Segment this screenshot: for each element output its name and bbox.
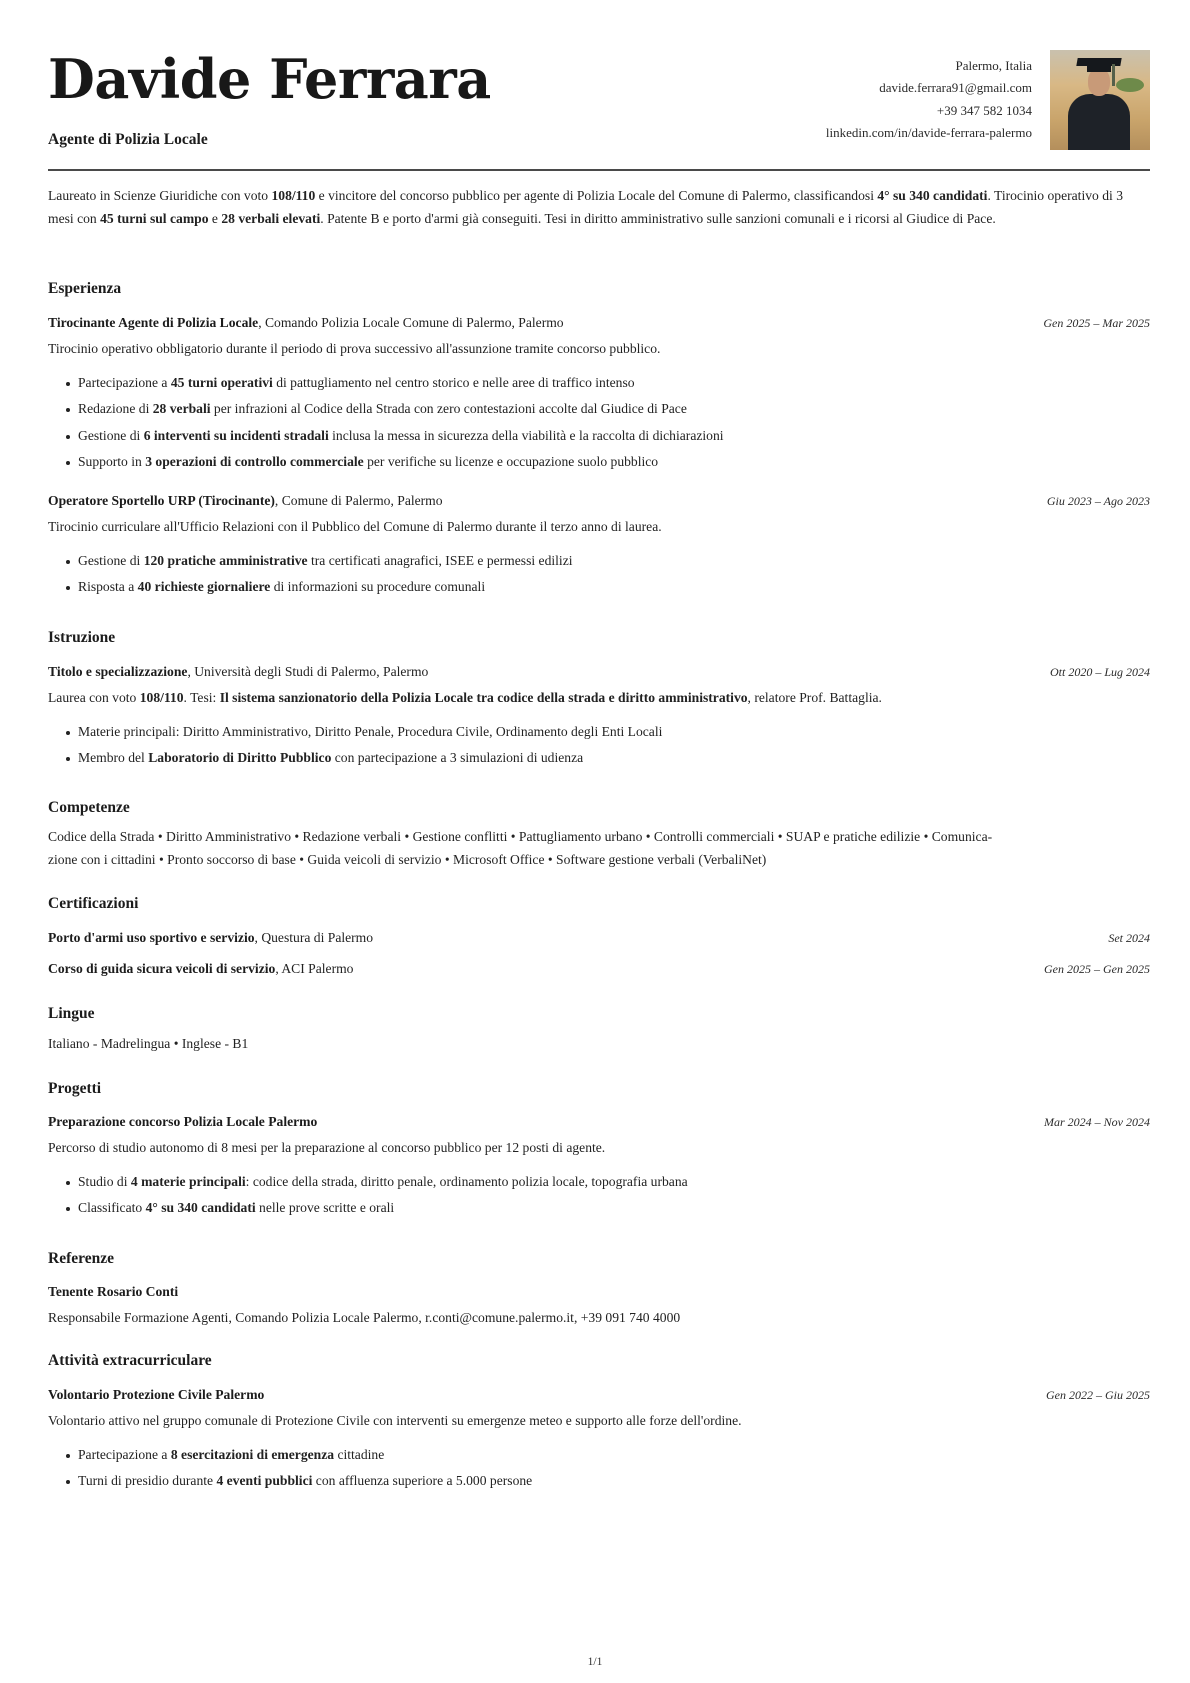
profile-photo (1050, 50, 1150, 150)
summary-highlight: 108/110 (271, 188, 316, 203)
section-title-skills: Competenze (48, 799, 130, 816)
list-item: Risposta a 40 richieste giornaliere di informazioni su procedure comunali (78, 574, 1150, 600)
entry-description: Laurea con voto 108/110. Tesi: Il sistema sanzionatorio della Polizia Locale tra codice della strada e diritto amministrativo, relatore Prof. Battaglia. (48, 690, 882, 705)
contact-phone: +39 347 582 1034 (936, 102, 1032, 118)
list-item: Turni di presidio durante 4 eventi pubblici con affluenza superiore a 5.000 persone (78, 1468, 1150, 1494)
header-divider (48, 169, 1150, 171)
experience-entry-header (48, 493, 1150, 509)
activity-name: Volontario Protezione Civile Palermo (48, 1387, 265, 1402)
entry-organization: , Comando Polizia Locale Comune di Palermo, Palermo (258, 315, 564, 330)
entry-institution: , Università degli Studi di Palermo, Palermo (187, 664, 429, 679)
profile-summary (48, 185, 1150, 230)
candidate-name: Davide Ferrara (48, 47, 491, 111)
entry-description: Percorso di studio autonomo di 8 mesi per la preparazione al concorso pubblico per 12 posti di agente. (48, 1140, 606, 1155)
project-entry-header (48, 1114, 1150, 1130)
section-title-experience: Esperienza (48, 280, 122, 297)
job-title: Agente di Polizia Locale (48, 131, 208, 148)
entry-bullet-list (48, 1442, 1150, 1495)
reference-details: Responsabile Formazione Agenti, Comando Polizia Locale Palermo, r.conti@comune.palermo.it, +39 091 740 4000 (48, 1310, 681, 1325)
list-item: Redazione di 28 verbali per infrazioni al Codice della Strada con zero contestazioni accolte dal Giudice di Pace (78, 396, 1150, 422)
contact-location: Palermo, Italia (955, 58, 1032, 73)
list-item: Partecipazione a 8 esercitazioni di emergenza cittadine (78, 1442, 1150, 1468)
photo-graduation-gown (1068, 94, 1130, 150)
resume-page (48, 0, 1150, 1489)
photo-face (1088, 68, 1110, 96)
entry-degree: Titolo e specializzazione (48, 664, 188, 679)
section-title-certifications: Certificazioni (48, 895, 139, 912)
extracurricular-entry-header (48, 1387, 1150, 1403)
section-title-references: Referenze (48, 1250, 114, 1267)
entry-description: Tirocinio operativo obbligatorio durante il periodo di prova successivo all'assunzione tramite concorso pubblico. (48, 341, 661, 356)
summary-highlight: 45 turni sul campo (100, 210, 209, 226)
entry-date: Giu 2023 – Ago 2023 (1046, 494, 1150, 508)
entry-date: Set 2024 (1108, 931, 1150, 945)
contact-linkedin[interactable]: linkedin.com/in/davide-ferrara-palermo (825, 124, 1032, 140)
skills-list (48, 826, 1150, 871)
entry-date: Mar 2024 – Nov 2024 (1044, 1115, 1150, 1129)
entry-date: Ott 2020 – Lug 2024 (1049, 665, 1150, 679)
certification-issuer: , ACI Palermo (275, 961, 354, 976)
entry-date: Gen 2025 – Mar 2025 (1043, 316, 1150, 330)
section-title-extracurricular: Attività extracurriculare (48, 1352, 212, 1369)
list-item: Membro del Laboratorio di Diritto Pubblico con partecipazione a 3 simulazioni di udienza (78, 745, 1150, 771)
list-item: Gestione di 120 pratiche amministrative tra certificati anagrafici, ISEE e permessi edilizi (78, 548, 1150, 574)
summary-text: . Patente B e porto d'armi già conseguiti. Tesi in diritto amministrativo sulle sanzioni comunali e i ricorsi al Giudice di Pace. (320, 210, 996, 226)
list-item: Supporto in 3 operazioni di controllo commerciale per verifiche su licenze e occupazione suolo pubblico (78, 449, 1150, 475)
page-indicator: 1/1 (587, 1656, 603, 1668)
entry-role: Tirocinante Agente di Polizia Locale (48, 315, 259, 330)
certification-issuer: , Questura di Palermo (254, 930, 374, 945)
skills-line: Codice della Strada • Diritto Amministrativo • Redazione verbali • Gestione conflitti • Pattugliamento urbano • Controlli commerciali • SUAP e pratiche edilizie • Comunica- (48, 829, 993, 844)
entry-date: Gen 2025 – Gen 2025 (1044, 962, 1150, 976)
entry-description: Tirocinio curriculare all'Ufficio Relazioni con il Pubblico del Comune di Palermo durante il terzo anno di laurea. (48, 519, 662, 534)
entry-role: Operatore Sportello URP (Tirocinante) (48, 493, 275, 508)
summary-text: e vincitore del concorso pubblico per agente di Polizia Locale del Comune di Palermo, classificandosi (315, 188, 878, 203)
section-title-languages: Lingue (48, 1005, 95, 1022)
contact-block (826, 55, 1032, 144)
entry-bullet-list (48, 370, 1150, 475)
list-item: Gestione di 6 interventi su incidenti stradali inclusa la messa in sicurezza della viabilità e la raccolta di dichiarazioni (78, 423, 1150, 449)
certification-entry (48, 961, 1150, 977)
certification-entry (48, 930, 1150, 946)
section-title-education: Istruzione (48, 629, 116, 646)
photo-cap-tassel (1112, 64, 1115, 86)
certification-name: Porto d'armi uso sportivo e servizio (48, 930, 255, 945)
entry-organization: , Comune di Palermo, Palermo (274, 493, 443, 508)
summary-highlight: 4° su 340 candidati (877, 188, 988, 203)
section-title-projects: Progetti (48, 1080, 102, 1097)
entry-description: Volontario attivo nel gruppo comunale di Protezione Civile con interventi su emergenze meteo e supporto alle forze dell'ordine. (48, 1413, 742, 1428)
summary-highlight: 28 verbali elevati (221, 210, 321, 226)
photo-background-shrub (1116, 78, 1144, 92)
languages-list: Italiano - Madrelingua • Inglese - B1 (48, 1036, 249, 1051)
project-name: Preparazione concorso Polizia Locale Palermo (48, 1114, 318, 1129)
reference-name-text: Tenente Rosario Conti (48, 1284, 179, 1299)
entry-bullet-list (48, 1169, 1150, 1222)
summary-text: Laureato in Scienze Giuridiche con voto (48, 188, 272, 203)
certification-name: Corso di guida sicura veicoli di servizio (48, 961, 276, 976)
list-item: Studio di 4 materie principali: codice della strada, diritto penale, ordinamento polizia locale, topografia urbana (78, 1169, 1150, 1195)
contact-email[interactable]: davide.ferrara91@gmail.com (879, 80, 1032, 96)
entry-bullet-list (48, 548, 1150, 601)
education-entry-header (48, 664, 1150, 680)
skills-line: zione con i cittadini • Pronto soccorso di base • Guida veicoli di servizio • Microsoft Office • Software gestione verbali (VerbaliNet) (48, 851, 767, 867)
entry-date: Gen 2022 – Giu 2025 (1046, 1388, 1150, 1402)
list-item: Partecipazione a 45 turni operativi di pattugliamento nel centro storico e nelle aree di traffico intenso (78, 370, 1150, 396)
reference-name (48, 1284, 1150, 1300)
entry-bullet-list (48, 719, 1150, 772)
list-item: Materie principali: Diritto Amministrativo, Diritto Penale, Procedura Civile, Ordinamento degli Enti Locali (78, 719, 1150, 745)
summary-text: . Tirocinio operativo di 3 mesi con (48, 188, 1123, 226)
experience-entry-header (48, 315, 1150, 331)
summary-text: e (208, 210, 222, 226)
list-item: Classificato 4° su 340 candidati nelle prove scritte e orali (78, 1195, 1150, 1221)
resume-header (48, 0, 1150, 170)
